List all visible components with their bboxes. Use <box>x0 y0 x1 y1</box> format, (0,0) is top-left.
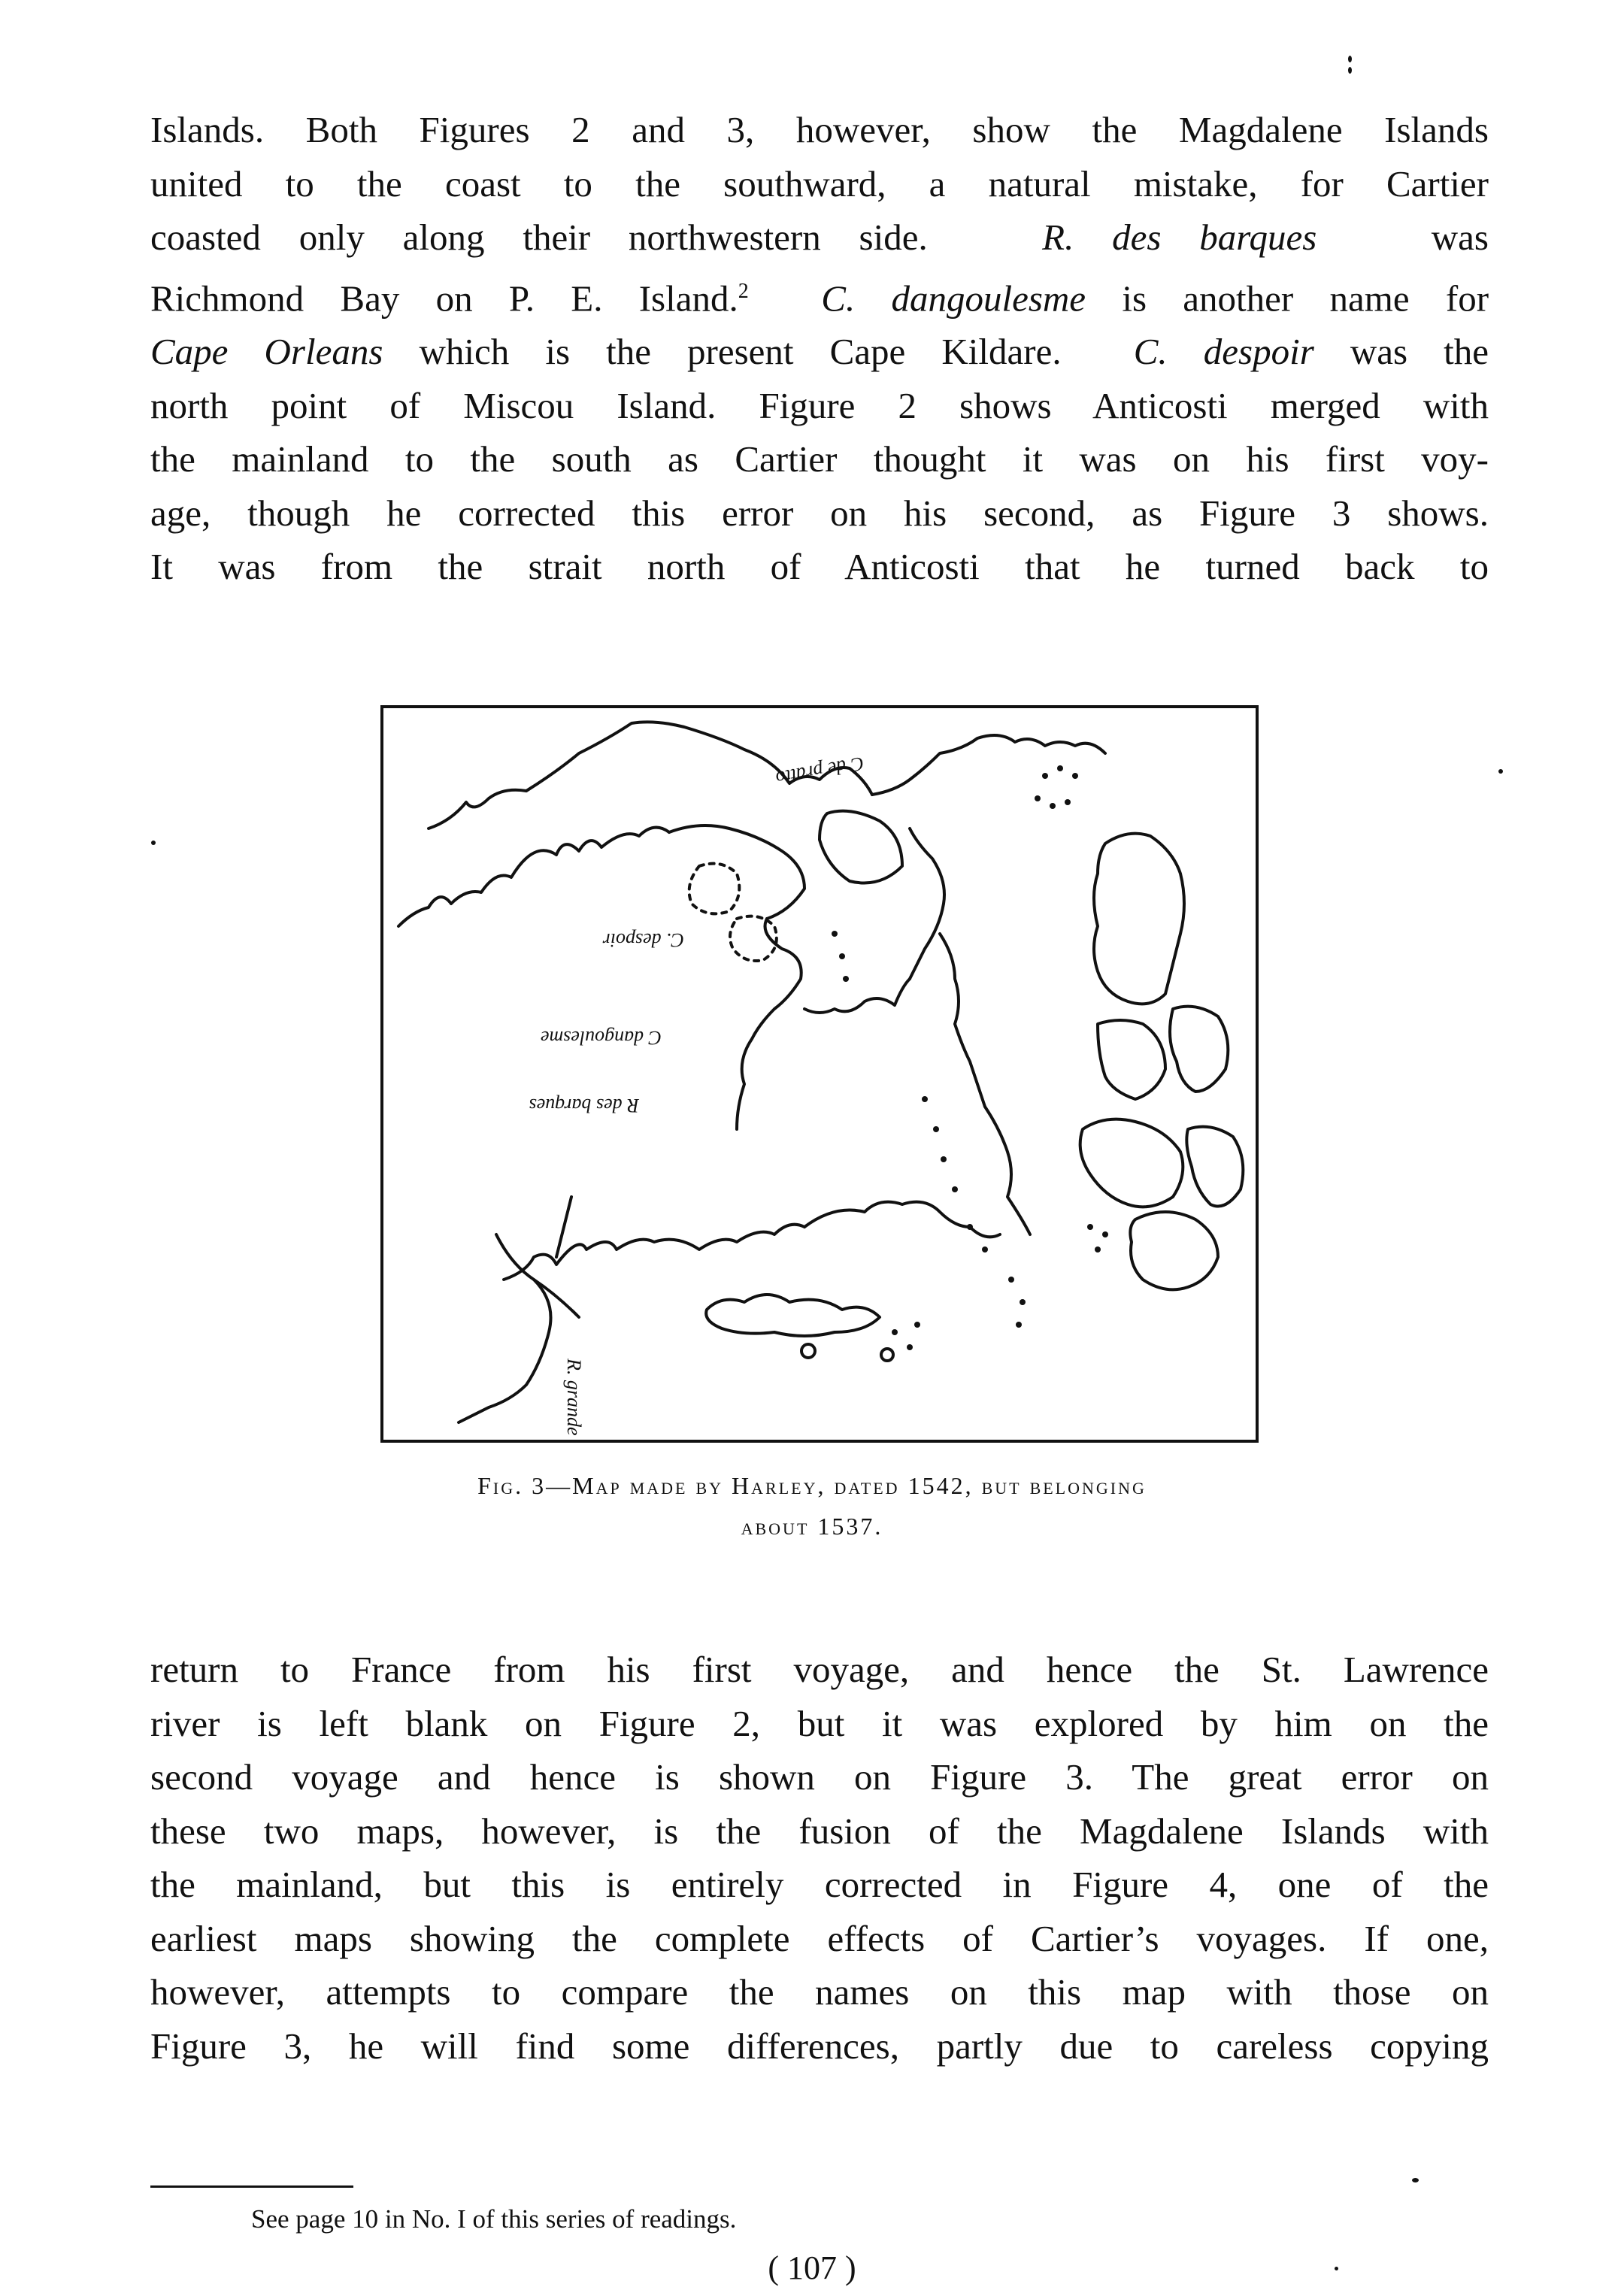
figure-caption: Fig. 3—Map made by Harley, dated 1542, but belonging <box>477 1472 1147 1499</box>
italic-name: C. dangoulesme <box>821 277 1086 319</box>
text-line: united to the coast to the southward, a natural mistake, for Cartier <box>150 162 1489 204</box>
figure-caption-continued: about 1537. <box>741 1513 883 1540</box>
text-line: river is left blank on Figure 2, but it was explored by him on the <box>150 1702 1489 1744</box>
paragraph-top <box>150 103 1489 594</box>
line-text: is another name for <box>1122 277 1489 319</box>
figure-3-map <box>380 705 1259 1443</box>
text-line: return to France from his first voyage, and hence the St. Lawrence <box>150 1649 1489 1690</box>
map-drawing <box>383 708 1256 1440</box>
italic-name: C. despoir <box>1133 331 1314 373</box>
text-line: It was from the strait north of Anticosti that he turned back to <box>150 546 1489 588</box>
ink-speck <box>1348 67 1352 74</box>
footnote-marker: 2 <box>738 279 749 303</box>
text-line <box>150 265 1489 326</box>
text-line <box>150 211 1489 265</box>
ink-speck <box>1412 2178 1419 2182</box>
line-text: was the <box>1350 331 1489 373</box>
line-text: which is the present Cape Kildare. <box>419 331 1062 373</box>
map-label: C dangoulesme <box>540 1027 662 1049</box>
map-label: C. despoir <box>602 929 684 951</box>
italic-name: Cape Orleans <box>150 331 383 373</box>
text-line: the mainland to the south as Cartier thought it was on his first voy- <box>150 438 1489 480</box>
map-label: R des barques <box>529 1095 639 1116</box>
text-line: these two maps, however, is the fusion of the Magdalene Islands with <box>150 1810 1489 1852</box>
map-label: R. grande <box>563 1359 585 1436</box>
footnote-rule <box>150 2185 353 2188</box>
paragraph-bottom <box>150 1643 1489 2073</box>
map-label: C de pratto <box>774 752 866 789</box>
footnote: See page 10 in No. I of this series of readings. <box>251 2204 737 2234</box>
page-number: ( 107 ) <box>768 2249 856 2286</box>
text-line <box>150 325 1489 379</box>
text-line: Figure 3, he will find some differences, partly due to careless copying <box>150 2025 1489 2067</box>
ink-speck <box>1498 769 1503 774</box>
text-line: age, though he corrected this error on his second, as Figure 3 shows. <box>150 492 1489 534</box>
text-line: however, attempts to compare the names on this map with those on <box>150 1971 1489 2013</box>
line-text: Richmond Bay on P. E. Island. <box>150 277 738 319</box>
line-text: coasted only along their northwestern side. <box>150 217 928 258</box>
text-line: Islands. Both Figures 2 and 3, however, show the Magdalene Islands <box>150 109 1489 150</box>
text-line: the mainland, but this is entirely corrected in Figure 4, one of the <box>150 1864 1489 1905</box>
ink-speck <box>1335 2267 1338 2270</box>
line-text: was <box>1431 217 1489 258</box>
ink-speck <box>151 841 156 845</box>
italic-name: R. des barques <box>1042 217 1317 258</box>
text-line: earliest maps showing the complete effects of Cartier’s voyages. If one, <box>150 1917 1489 1959</box>
text-line: second voyage and hence is shown on Figure 3. The great error on <box>150 1756 1489 1798</box>
text-line: north point of Miscou Island. Figure 2 shows Anticosti merged with <box>150 384 1489 426</box>
ink-speck <box>1348 56 1352 62</box>
